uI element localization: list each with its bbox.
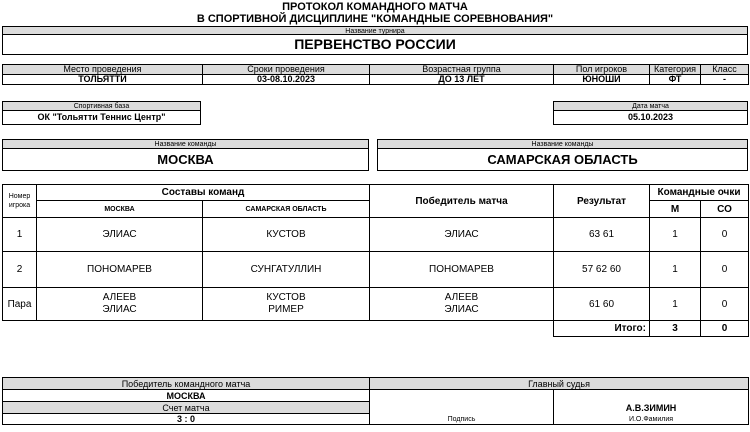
info-header-dates: Сроки проведения	[203, 65, 370, 75]
col-header-points: Командные очки	[650, 185, 749, 201]
col-header-winner: Победитель матча	[370, 185, 554, 218]
points-co: 0	[701, 218, 749, 252]
match-result: 57 62 60	[554, 252, 650, 288]
pair-team1	[37, 288, 203, 321]
team1-label: Название команды	[154, 141, 217, 148]
match-number: Пара	[3, 288, 37, 321]
points-m: 1	[650, 218, 701, 252]
info-value-age: ДО 13 ЛЕТ	[370, 75, 554, 85]
info-value-gender: ЮНОШИ	[554, 75, 650, 85]
venue-label: Спортивная база	[73, 103, 130, 110]
tournament-name-box	[2, 34, 748, 55]
info-value-place: ТОЛЬЯТТИ	[3, 75, 203, 85]
info-value-dates: 03-08.10.2023	[203, 75, 370, 85]
match-row	[3, 252, 749, 288]
player-team2: СУНГАТУЛЛИН	[203, 252, 370, 288]
date-value-box	[553, 110, 748, 125]
player-team1: ЭЛИАС	[37, 218, 203, 252]
info-header-age: Возрастная группа	[370, 65, 554, 75]
pair-player: ЭЛИАС	[102, 304, 137, 315]
info-header-place: Место проведения	[3, 65, 203, 75]
venue-value-box	[2, 110, 201, 125]
venue-value: ОК "Тольятти Теннис Центр"	[37, 112, 166, 122]
signature-label: Подпись	[447, 416, 476, 423]
protocol-title-line1: ПРОТОКОЛ КОМАНДНОГО МАТЧА	[282, 1, 468, 13]
judge-name: А.В.ЗИМИН	[625, 403, 677, 413]
team-winner-label: Победитель командного матча	[3, 378, 370, 390]
col-header-rosters: Составы команд	[37, 185, 370, 201]
date-label: Дата матча	[632, 103, 669, 110]
col-header-team2: САМАРСКАЯ ОБЛАСТЬ	[203, 201, 370, 218]
team2-name: САМАРСКАЯ ОБЛАСТЬ	[487, 152, 638, 167]
col-header-result: Результат	[554, 185, 650, 218]
info-header-gender: Пол игроков	[554, 65, 650, 75]
info-value-class: -	[701, 75, 749, 85]
tournament-name: ПЕРВЕНСТВО РОССИИ	[294, 36, 456, 52]
info-header-category: Категория	[650, 65, 701, 75]
info-value-category: ФТ	[650, 75, 701, 85]
pair-team2	[203, 288, 370, 321]
pair-winner-player: АЛЕЕВ	[444, 292, 479, 303]
total-co: 0	[701, 321, 749, 337]
info-header-class: Класс	[701, 65, 749, 75]
pair-player: АЛЕЕВ	[102, 292, 137, 303]
match-number: 1	[3, 218, 37, 252]
match-result: 61 60	[554, 288, 650, 321]
team2-name-box	[377, 148, 748, 171]
score-value: 3 : 0	[3, 414, 370, 425]
points-co: 0	[701, 252, 749, 288]
match-number: 2	[3, 252, 37, 288]
pair-winner	[370, 288, 554, 321]
footer-table	[2, 377, 749, 425]
match-row	[3, 218, 749, 252]
match-result: 63 61	[554, 218, 650, 252]
score-label: Счет матча	[3, 402, 370, 414]
col-header-number: Номер игрока	[3, 185, 37, 218]
player-team2: КУСТОВ	[203, 218, 370, 252]
total-m: 3	[650, 321, 701, 337]
date-value: 05.10.2023	[627, 112, 674, 122]
team1-name-box	[2, 148, 369, 171]
match-winner: ЭЛИАС	[370, 218, 554, 252]
signature-cell	[370, 390, 554, 425]
match-row	[3, 288, 749, 321]
pair-player: КУСТОВ	[266, 292, 306, 303]
col-header-team1: МОСКВА	[37, 201, 203, 218]
tournament-label: Название турнира	[345, 28, 405, 35]
total-label: Итого:	[554, 321, 650, 337]
protocol-title-line2: В СПОРТИВНОЙ ДИСЦИПЛИНЕ "КОМАНДНЫЕ СОРЕВНОВАНИЯ"	[196, 13, 554, 25]
judge-cell	[554, 390, 749, 425]
team1-name: МОСКВА	[157, 152, 214, 167]
pair-player: РИМЕР	[268, 304, 304, 315]
points-co: 0	[701, 288, 749, 321]
match-winner: ПОНОМАРЕВ	[370, 252, 554, 288]
tournament-info-table	[2, 64, 749, 85]
team2-label: Название команды	[531, 141, 594, 148]
name-caption: И.О.Фамилия	[628, 416, 674, 423]
matches-table	[2, 184, 749, 337]
judge-label: Главный судья	[370, 378, 749, 390]
points-m: 1	[650, 252, 701, 288]
team-winner-value: МОСКВА	[3, 390, 370, 402]
player-team1: ПОНОМАРЕВ	[37, 252, 203, 288]
col-header-m: М	[650, 201, 701, 218]
pair-winner-player: ЭЛИАС	[444, 304, 479, 315]
col-header-co: СО	[701, 201, 749, 218]
points-m: 1	[650, 288, 701, 321]
